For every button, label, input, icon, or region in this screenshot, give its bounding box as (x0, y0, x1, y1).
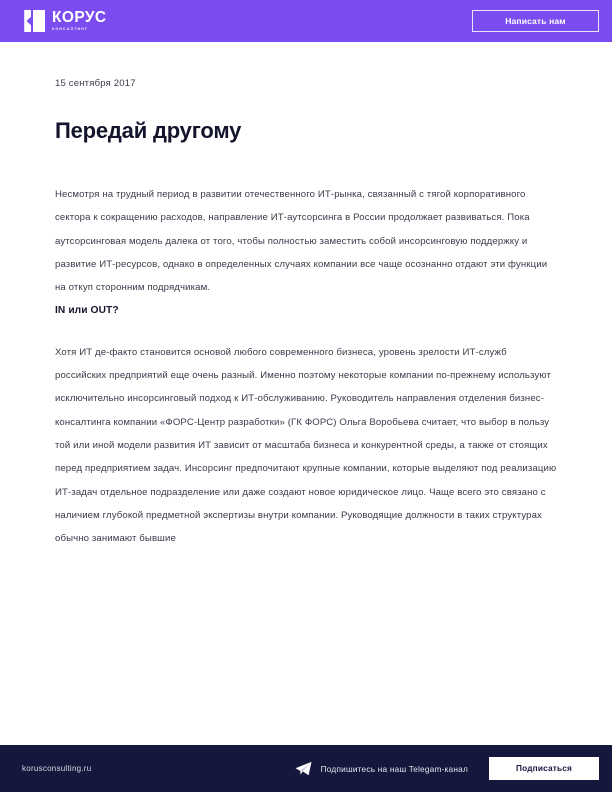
footer-website-link[interactable]: korusconsulting.ru (22, 764, 92, 773)
subscribe-button[interactable]: Подписаться (489, 757, 599, 780)
article-body (55, 183, 557, 550)
telegram-promo (295, 761, 468, 776)
site-header (0, 0, 612, 42)
paragraph-2: Хотя ИТ де-факто становится основой любого современного бизнеса, уровень зрелости ИТ-служб российских предприятий еще очень разный. Именно поэтому некоторые компании по-прежнему используют исключительно инсорсинговый подход к ИТ-обслуживанию. Руководитель направления отделения бизнес-консалтинга компании «ФОРС-Центр разработки» (ГК ФОРС) Ольга Воробьева считает, что выбор в пользу той или иной модели развития ИТ зависит от масштаба бизнеса и конкурентной среды, а также от стоящих перед предприятием задач. Инсорсинг предпочитают крупные компании, которые выделяют под реализацию ИТ-задач отдельное подразделение или даже создают новое юридическое лицо. Чаще всего это связано с наличием глубокой предметной экспертизы внутри компании. Руководящие должности в таких структурах обычно занимают бывшие (55, 346, 557, 545)
contact-us-button[interactable]: Написать нам (472, 10, 599, 32)
article-container (0, 78, 612, 550)
paragraph-1: Несмотря на трудный период в развитии отечественного ИТ-рынка, связанный с тягой корпоративного сектора к сокращению расходов, направление ИТ-аутсорсинга в России продолжает развиваться. Пока аутсорсинговая модель далека от того, чтобы полностью заместить собой инсорсинговую поддержку и развитие ИТ-ресурсов, однако в определенных случаях компании все чаще осознанно отдают эти функции на откуп сторонним подрядчикам. (55, 189, 548, 294)
page-title: Передай другому (55, 118, 242, 143)
brand-logo[interactable] (22, 10, 107, 32)
section-subheading: IN или OUT? (55, 305, 119, 317)
site-footer (0, 745, 612, 792)
telegram-icon (295, 761, 312, 776)
brand-subtitle: КОНСАЛТИНГ (52, 27, 89, 32)
telegram-promo-text: Подпишитесь на наш Telegam-канал (320, 763, 468, 774)
brand-name: КОРУС (52, 9, 107, 27)
publication-date: 15 сентября 2017 (55, 78, 136, 89)
korus-mark-icon (22, 10, 45, 32)
